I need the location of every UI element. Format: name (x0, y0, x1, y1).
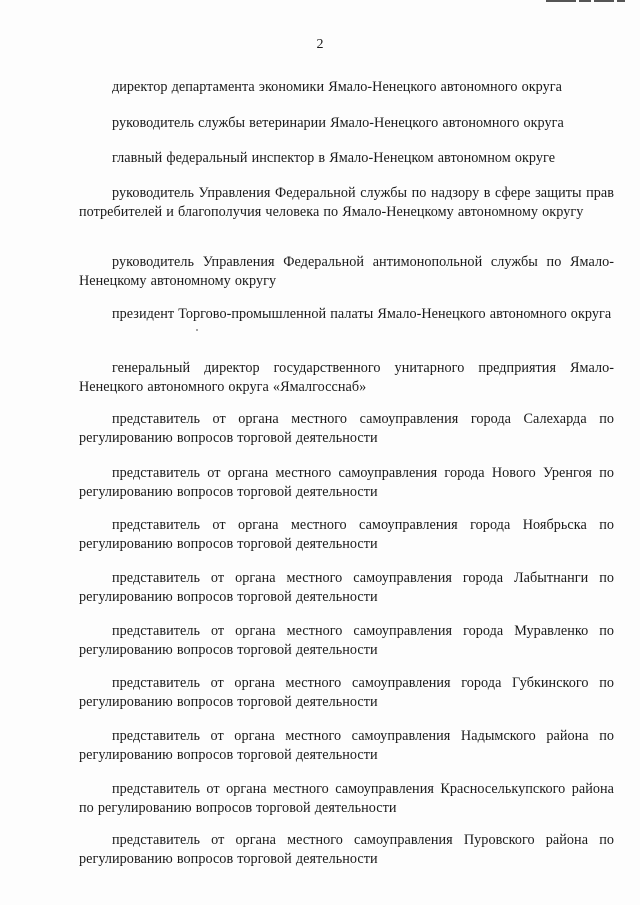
scan-speck (196, 329, 198, 331)
member-consumer-protection-head: руководитель Управления Федеральной службы по надзору в сфере защиты прав потребителей и благополучия человека по Ямало-Ненецкому автономному округу (79, 185, 614, 220)
member-noyabrsk-representative: представитель от органа местного самоуправления города Ноябрьска по регулированию вопросов торговой деятельности (79, 517, 614, 552)
page-number: 2 (316, 37, 324, 52)
member-director-economics: директор департамента экономики Ямало-Ненецкого автономного округа (112, 79, 562, 96)
member-federal-inspector: главный федеральный инспектор в Ямало-Ненецком автономном округе (112, 150, 556, 167)
member-novy-urengoy-representative: представитель от органа местного самоуправления города Нового Уренгоя по регулированию вопросов торговой деятельности (79, 465, 614, 500)
member-krasnoselkup-district-representative: представитель от органа местного самоуправления Красноселькупского района по регулированию вопросов торговой деятельности (79, 781, 614, 816)
member-salekhard-representative: представитель от органа местного самоуправления города Салехарда по регулированию вопросов торговой деятельности (79, 411, 614, 446)
member-labytnangi-representative: представитель от органа местного самоуправления города Лабытнанги по регулированию вопросов торговой деятельности (79, 570, 614, 605)
member-purovsky-district-representative: представитель от органа местного самоуправления Пуровского района по регулированию вопросов торговой деятельности (79, 832, 614, 867)
member-gubkinsky-representative: представитель от органа местного самоуправления города Губкинского по регулированию вопросов торговой деятельности (79, 675, 614, 710)
member-veterinary-service-head: руководитель службы ветеринарии Ямало-Ненецкого автономного округа (112, 115, 564, 132)
scan-artifact-mark (546, 0, 636, 3)
member-nadym-district-representative: представитель от органа местного самоуправления Надымского района по регулированию вопросов торговой деятельности (79, 728, 614, 763)
member-antimonopoly-head: руководитель Управления Федеральной антимонопольной службы по Ямало-Ненецкому автономному округу (79, 254, 614, 289)
member-yamalgossnab-director: генеральный директор государственного унитарного предприятия Ямало-Ненецкого автономного округа «Ямалгосснаб» (79, 360, 614, 395)
member-muravlenko-representative: представитель от органа местного самоуправления города Муравленко по регулированию вопросов торговой деятельности (79, 623, 614, 658)
member-chamber-of-commerce-president: президент Торгово-промышленной палаты Ямало-Ненецкого автономного округа (112, 306, 612, 323)
